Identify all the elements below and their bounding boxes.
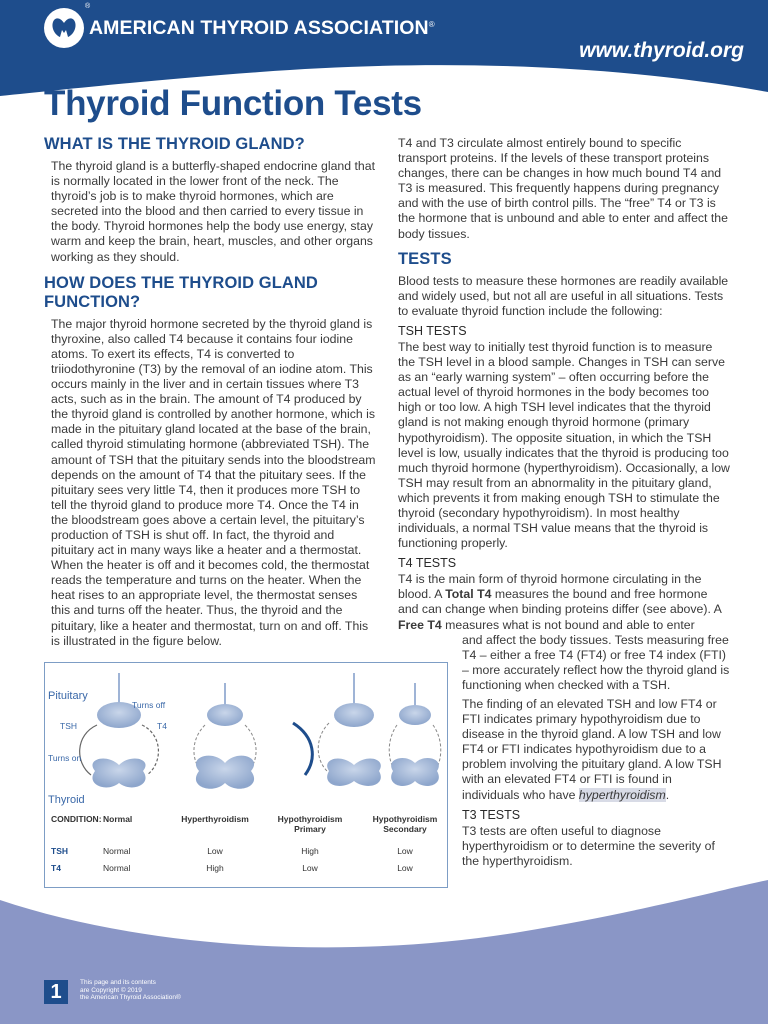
t4-text-3: measures what is not bound and able to enter bbox=[441, 617, 695, 632]
heading-t3-tests: T3 TESTS bbox=[462, 807, 521, 822]
condition-table bbox=[45, 808, 447, 888]
t4-text-1: T4 is the main form of thyroid hormone circulating in the blood. A bbox=[398, 572, 702, 602]
paragraph-t4-tests-cont: and affect the body tissues. Tests measuring free T4 – either a free T4 (FT4) or free T4 index (FTI) – more accurately reflect how the thyroid gland is functioning when checked with a TSH. bbox=[462, 632, 730, 692]
thyroid-feedback-figure bbox=[44, 662, 448, 888]
col-hypo-secondary-line2: Secondary bbox=[383, 824, 427, 834]
heading-tsh-tests: TSH TESTS bbox=[398, 323, 467, 338]
diagram-hyperthyroidism bbox=[194, 683, 312, 789]
col-normal: Normal bbox=[103, 814, 133, 824]
t4-hypo-secondary: Low bbox=[397, 863, 413, 873]
feedback-diagram bbox=[45, 663, 447, 808]
paragraph-findings bbox=[462, 697, 730, 803]
t4-hyper: High bbox=[206, 863, 224, 873]
paragraph-transport-proteins: T4 and T3 circulate almost entirely bound to specific transport proteins. If the levels of these transport proteins changes, there can be changes in how much bound T4 and T3 is measured. This frequently happens during pregnancy and with the use of birth control pills. The “free” T4 or T3 is the hormone that is unbound and able to enter and affect the body tissues. bbox=[398, 136, 728, 241]
findings-text: The finding of an elevated TSH and low FT4 or FTI indicates primary hypothyroidism due to disease in the thyroid gland. A low TSH and low FT4 or FTI indicates hypothyroidism due to a problem involving the pituitary gland. A low TSH with an elevated FT4 or FTI is found in individuals who have bbox=[462, 697, 722, 802]
ata-logo-icon bbox=[44, 8, 84, 48]
tsh-hyper: Low bbox=[207, 846, 223, 856]
page-title: Thyroid Function Tests bbox=[44, 84, 422, 123]
col-hypo-secondary-line1: Hypothyroidism bbox=[372, 814, 438, 824]
label-thyroid: Thyroid bbox=[48, 794, 85, 806]
paragraph-tsh-tests: The best way to initially test thyroid function is to measure the TSH level in a blood sample. Changes in TSH can serve as an “early warning system” – often occurring before the actual level of thyroid hormones in the body becomes too high or too low. A high TSH level indicates that the thyroid gland is not making enough thyroid hormone (primary hypothyroidism). The opposite situation, in which the TSH level is low, usually indicates that the thyroid is producing too much thyroid hormone (hyperthyroidism). Occasionally, a low TSH may result from an abnormality in the pituitary gland, which prevents it from making enough TSH to stimulate the thyroid (secondary hypothyroidism). In most healthy individuals, a normal TSH value means that the thyroid is functioning properly. bbox=[398, 339, 730, 551]
heading-how-thyroid-functions: HOW DOES THE THYROID GLAND FUNCTION? bbox=[44, 273, 318, 311]
row-label-t4: T4 bbox=[51, 863, 61, 873]
condition-label: CONDITION: bbox=[51, 814, 102, 824]
logo-reg-mark: ® bbox=[85, 3, 91, 10]
heading-t4-tests: T4 TESTS bbox=[398, 556, 457, 571]
label-pituitary: Pituitary bbox=[48, 690, 88, 702]
label-turns-off: Turns off bbox=[132, 700, 166, 710]
t4-normal: Normal bbox=[103, 863, 131, 873]
paragraph-how-thyroid-functions: The major thyroid hormone secreted by the thyroid gland is thyroxine, also called T4 because it contains four iodine atoms. To exert its effects, T4 is converted to triiodothyronine (T3) by the removal of an iodine atom. This occurs mainly in the liver and in certain tissues where T3 acts, such as in the brain. The amount of T4 produced by the thyroid gland is controlled by another hormone, which is made in the pituitary gland located at the base of the brain, called thyroid stimulating hormone (abbreviated TSH). The amount of TSH that the pituitary sends into the bloodstream depends on the amount of T4 that the pituitary sees. If the pituitary sees very little T4, then it produces more TSH to tell the thyroid gland to produce more T4. Once the T4 in the bloodstream goes above a certain level, the pituitary’s production of TSH is shut off. In fact, the thyroid and pituitary act in many ways like a heater and a thermostat. When the heater is off and it becomes cold, the thermostat reads the temperature and turns on the heater. When the heat rises to an appropriate level, the thermostat senses this and turns off the heater. Thus, the thyroid and the pituitary, like a heater and thermostat, turn on and off. This is illustrated in the figure below. bbox=[51, 316, 376, 648]
row-label-tsh: TSH bbox=[51, 846, 68, 856]
copyright-line-3: the American Thyroid Association® bbox=[80, 994, 181, 1001]
label-tsh: TSH bbox=[60, 721, 77, 731]
total-t4-term: Total T4 bbox=[445, 587, 492, 602]
copyright-line-1: This page and its contents bbox=[80, 979, 156, 986]
col-hyperthyroidism: Hyperthyroidism bbox=[181, 814, 249, 824]
tsh-hypo-primary: High bbox=[301, 846, 319, 856]
left-column bbox=[44, 135, 378, 649]
label-t4: T4 bbox=[157, 721, 167, 731]
ata-logo[interactable] bbox=[44, 8, 435, 48]
col-hypo-primary-line2: Primary bbox=[294, 824, 326, 834]
paragraph-tests: Blood tests to measure these hormones are readily available and widely used, but not all are useful in all situations. Tests to evaluate thyroid function include the following: bbox=[398, 273, 729, 318]
hyperthyroidism-highlight: hyperthyroidism bbox=[578, 787, 666, 802]
org-reg-mark: ® bbox=[428, 19, 435, 29]
free-t4-term: Free T4 bbox=[398, 617, 442, 632]
diagram-normal bbox=[80, 673, 159, 787]
copyright-line-2: are Copyright © 2019 bbox=[80, 986, 142, 994]
heading-what-is-thyroid: WHAT IS THE THYROID GLAND? bbox=[44, 135, 305, 153]
diagram-hypothyroidism-secondary bbox=[389, 683, 441, 786]
org-name: AMERICAN THYROID ASSOCIATION bbox=[89, 16, 429, 39]
findings-period: . bbox=[665, 787, 670, 802]
tsh-normal: Normal bbox=[103, 846, 131, 856]
page-number: 1 bbox=[44, 980, 68, 1004]
paragraph-t3-tests: T3 tests are often useful to diagnose hyperthyroidism or to determine the severity of the hyperthyroidism. bbox=[462, 823, 715, 868]
diagram-hypothyroidism-primary bbox=[318, 673, 381, 786]
t4-hypo-primary: Low bbox=[302, 863, 318, 873]
copyright-notice bbox=[80, 979, 181, 1002]
t4-text-2: measures the bound and free hormone and can change when binding proteins differ (see above). A bbox=[398, 587, 722, 617]
tsh-hypo-secondary: Low bbox=[397, 846, 413, 856]
paragraph-t4-tests bbox=[398, 572, 730, 632]
paragraph-what-is-thyroid: The thyroid gland is a butterfly-shaped endocrine gland that is normally located in the lower front of the neck. The thyroid’s job is to make thyroid hormones, which are secreted into the blood and then carried to every tissue in the body. Thyroid hormones help the body use energy, stay warm and keep the brain, heart, muscles, and other organs working as they should. bbox=[51, 159, 376, 264]
website-link[interactable]: www.thyroid.org bbox=[579, 39, 744, 62]
heading-tests: TESTS bbox=[398, 249, 452, 268]
col-hypothyroidism-secondary bbox=[355, 814, 455, 834]
col-hypothyroidism-primary bbox=[260, 814, 360, 834]
col-hypo-primary-line1: Hypothyroidism bbox=[277, 814, 343, 824]
label-turns-on: Turns on bbox=[48, 753, 82, 763]
